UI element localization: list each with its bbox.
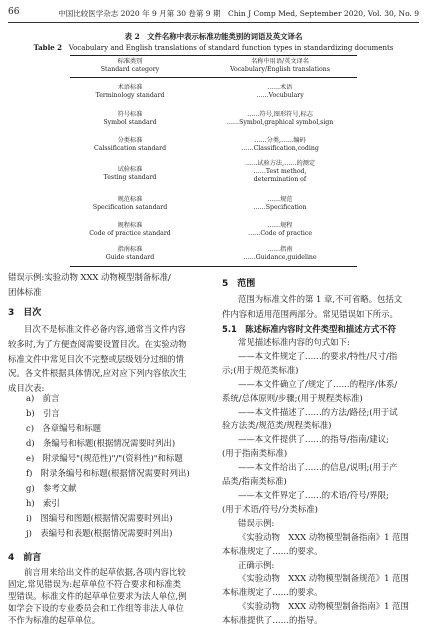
- table-cell: [205, 160, 355, 184]
- text-line: 如学会下设的专业委员会和工作组等非法人单位: [8, 603, 184, 613]
- vocab-cn: ……规范: [267, 196, 293, 203]
- text-line: ——本文件确立了/规定了……的程序/体系/: [238, 378, 398, 389]
- text-line: 本标准规定了……的要求。: [222, 587, 323, 598]
- list-item: h) 索引: [26, 498, 60, 508]
- vocab-en: ……Guidance,guideline: [243, 254, 317, 261]
- category-en: Calssification standard: [93, 145, 167, 152]
- toc-paragraph: [8, 322, 208, 396]
- text-line: ——本文件规定了……的要求/特性/尺寸/指: [238, 350, 398, 361]
- text-line: 较多时,为了方便查阅需要设置目次。在实验动物: [8, 338, 187, 349]
- category-en: Code of practice standard: [89, 230, 171, 237]
- table-bottom-rule: [70, 266, 357, 267]
- category-cn: 术语标准: [117, 84, 143, 91]
- category-en: Specification satandard: [92, 204, 168, 211]
- text-line: 固定,常见错误为:起草单位不符合要求和标准类: [8, 579, 181, 589]
- table-caption-label: Table 2: [33, 43, 62, 52]
- text-line: ——本文件描述了……的方法/路径;(用于试: [238, 406, 398, 417]
- table-row: [70, 222, 190, 238]
- text-line: 示;(用于规范类标准): [222, 364, 299, 375]
- list-item: f) 附录条编号和标题(根据情况需要时列出): [26, 468, 190, 478]
- table-cell: [205, 137, 355, 153]
- category-en: Testing standard: [103, 174, 157, 181]
- text-line: 《实验动物 XXX 动物模型制备指南》1 范围: [238, 601, 409, 612]
- list-item: c) 各章编号和标题: [26, 423, 101, 433]
- table-header-category: [70, 58, 190, 74]
- list-item: b) 引言: [26, 408, 60, 418]
- foreword-paragraph: [8, 566, 208, 626]
- text-line: 目次不是标准文件必备内容,通常当文件内容: [24, 324, 186, 334]
- table-row: [70, 196, 190, 212]
- vocab-cn: ……规程: [267, 222, 293, 229]
- text-line: 团体标准: [8, 286, 42, 297]
- category-en: Terminology standard: [95, 92, 165, 99]
- vocab-en: ……Specification: [253, 204, 307, 211]
- vocab-cn: ……术语: [267, 84, 293, 91]
- text-line: 常见描述标准内容的句式如下:: [238, 337, 350, 347]
- vocab-en: ……Code of practice: [247, 230, 313, 237]
- header-rule: [8, 22, 419, 23]
- text-line: 本标准规定了……的要求。: [222, 545, 323, 556]
- table-header-rule: [70, 77, 357, 78]
- vocab-en-cont: determination of: [253, 176, 307, 183]
- list-item: e) 附录编号"(规范性)"/"(资料性)"和标题: [26, 453, 183, 463]
- list-item: i) 图编号和图题(根据情况需要时列出): [26, 513, 173, 523]
- scope-description-block: [222, 336, 420, 628]
- text-line: 错误示例:实验动物 XXX 动物模型制备标准/: [8, 272, 171, 282]
- text-line: ——本文件界定了……的术语/符号/界限;: [238, 489, 389, 500]
- text-line: 验方法类/规范类/规程类标准): [222, 420, 332, 431]
- text-line: 系统/总体原则/步骤;(用于规程类标准): [222, 392, 363, 403]
- text-line: 《实验动物 XXX 动物模型制备指南》1 范围: [238, 531, 409, 542]
- text-line: 标准文件中常见目次不完整或层级划分过细的情: [8, 353, 184, 364]
- section-5-title: 5 范围: [222, 279, 256, 289]
- text-line: 正确示例:: [238, 559, 275, 570]
- text-line: 成目次表:: [8, 383, 45, 394]
- table-row: [70, 84, 190, 100]
- text-line: 本标准提供了……的指导。: [222, 615, 323, 626]
- table-caption-en: [0, 43, 427, 52]
- page-number: 66: [8, 7, 20, 17]
- text-line: 前言用来给出文件的起草依据,各项内容比较: [24, 567, 186, 577]
- journal-title: 中国比较医学杂志 2020 年 9 月第 30 卷第 9 期 Chin J Comp Med, September 2020, Vol. 30, No. 9: [58, 9, 419, 18]
- text-line: ——本文件给出了……的信息/说明;(用于产: [238, 462, 398, 473]
- list-item: a) 前言: [26, 393, 60, 403]
- list-item: g) 参考文献: [26, 483, 77, 493]
- category-en: Symbol standard: [103, 119, 157, 126]
- running-header: [8, 6, 419, 20]
- text-line: (用于指南类标准): [222, 448, 288, 459]
- vocab-en: ……Symbol,graphical symbol,sign: [226, 119, 334, 126]
- vocab-cn: ……符号,图形符号,标志: [247, 111, 313, 118]
- text-line: 范围为标准文件的第 1 章,不可省略。包括文: [238, 294, 403, 304]
- header-category-cn: 标准类别: [117, 58, 143, 65]
- category-cn: 符号标准: [117, 111, 143, 118]
- vocab-en: ……Test method,: [253, 168, 307, 175]
- list-item: d) 条编号和标题(根据情况需要时列出): [26, 438, 176, 448]
- table-row: [70, 137, 190, 153]
- vocab-cn: ……指南: [267, 246, 293, 253]
- header-vocabulary-cn: 名称中用语/英文译名: [251, 58, 309, 65]
- category-cn: 规范标准: [117, 196, 143, 203]
- text-line: 不作为标准的起草单位。: [8, 615, 101, 625]
- table-cell: [205, 196, 355, 212]
- error-example-text: [8, 270, 208, 300]
- header-vocabulary-en: Vocabulary/English translations: [230, 66, 330, 73]
- table-cell: [205, 111, 355, 127]
- section-4-title: 4 前言: [8, 553, 42, 563]
- text-line: ——本文件提供了……的指导/指南/建议;: [238, 434, 389, 445]
- text-line: 况。各文件根据具体情况,应对应下列内容依次生: [8, 368, 187, 379]
- section-3-title: 3 目次: [8, 308, 42, 318]
- category-cn: 分类标准: [117, 137, 143, 144]
- text-line: 错误示例:: [238, 517, 275, 528]
- vocab-en: ……Classification,coding: [241, 145, 319, 152]
- table-row: [70, 246, 190, 262]
- table-row: [70, 166, 190, 182]
- text-line: 《实验动物 XXX 动物模型制备规范》1 范围: [238, 573, 409, 584]
- table-cell: [205, 84, 355, 100]
- table-cell: [205, 222, 355, 238]
- text-line: 型错误。标准文件的起草单位要求为法人单位,例: [8, 591, 187, 601]
- table-caption-text: Vocabulary and English translations of standard function types in standardizing documents: [68, 44, 394, 52]
- list-item: j) 表编号和表题(根据情况需要时列出): [26, 528, 173, 538]
- table-cell: [205, 246, 355, 262]
- category-cn: 试验标准: [117, 166, 143, 173]
- text-line: 品类/指南类标准): [222, 476, 287, 487]
- table-caption-cn: 表 2 文件名称中表示标准功能类别的词语及英文译名: [124, 32, 303, 41]
- scope-paragraph: [222, 292, 420, 322]
- table-top-rule: [70, 55, 357, 56]
- section-5-1-title: 5.1 陈述标准内容时文件类型和描述方式不符: [222, 324, 396, 334]
- table-header-vocabulary: [205, 58, 355, 74]
- text-line: 件内容和适用范围两部分。常见错误如下所示。: [222, 308, 398, 319]
- vocab-cn: ……分类,……编码: [254, 137, 306, 144]
- header-category-en: Standard category: [100, 66, 160, 73]
- vocab-en: ……Vocubulary: [256, 92, 304, 99]
- category-cn: 指南标准: [117, 246, 143, 253]
- category-en: Guide standard: [105, 254, 155, 261]
- category-cn: 规程标准: [117, 222, 143, 229]
- text-line: (用于术语/符号/分类标准): [222, 503, 318, 514]
- table-row: [70, 111, 190, 127]
- vocab-cn: ……试验方法,……的测定: [244, 160, 316, 167]
